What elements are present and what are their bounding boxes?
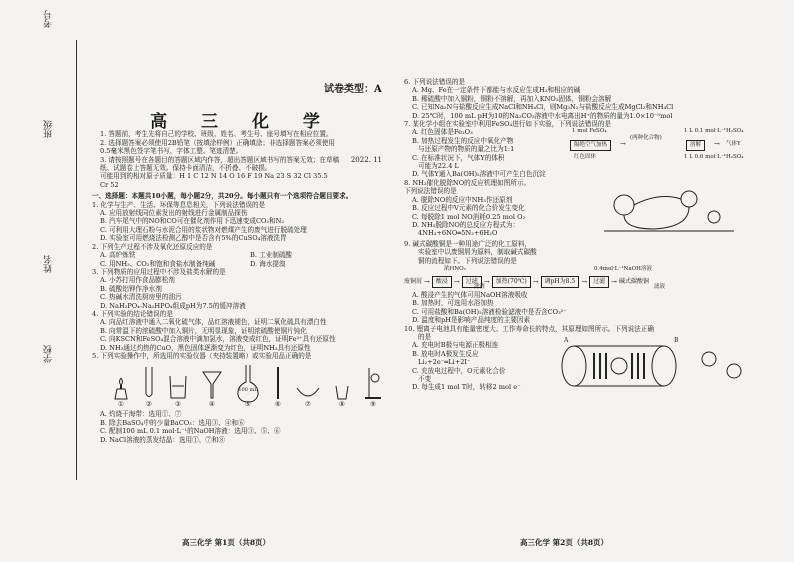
instruction-line: 纸、试题卷上答题无效。保持卡面清洁，不折叠、不破损。 xyxy=(100,164,272,173)
binding-field-class: 班级 xyxy=(44,120,54,138)
option: A. 小苏打用作食品膨松剂 xyxy=(100,276,175,285)
electrode-label: B xyxy=(674,337,679,345)
question-stem: 9. 碱式碳酸铜是一种用途广泛的化工原料， xyxy=(404,239,532,248)
product-label: 红色固体 xyxy=(574,154,597,161)
question-stem-continued: 实验室中以废铜屑为原料，制取碱式碳酸 xyxy=(418,248,537,257)
option: B. 除去BaSO₄中的少量BaCO₃：选用③、④和⑥ xyxy=(100,418,245,427)
apparatus-label: ⑤ xyxy=(245,399,251,408)
option: C. 向KSCN和FeSO₄混合溶液中滴加氯水，溶液变成红色，证明Fe²⁺具有还原性 xyxy=(100,335,336,344)
process-box: 溶解 xyxy=(686,140,705,151)
option: B. 硫酸铝钾作净水剂 xyxy=(100,284,162,293)
flow-step: 过滤 xyxy=(462,276,482,288)
crucible-icon xyxy=(334,384,350,408)
option: C. 可用盐酸和Ba(OH)₂溶液检验滤液中是否含CO₃²⁻ xyxy=(412,307,567,316)
question-stem: 4. 下列实验的结论错误的是 xyxy=(92,309,173,318)
footer-right: 高三化学 第2页（共8页） xyxy=(520,538,609,547)
option: B. 放电时A极发生反应 xyxy=(412,349,479,358)
option: C. 可利用大理石粉与水泥合用的浆状物对燃煤产生的废气进行脱硫处理 xyxy=(100,225,307,234)
apparatus-row xyxy=(112,364,392,408)
reagent-label: 1 mol FeSO₄ xyxy=(572,128,607,135)
question-stem: 3. 下列物质的应用过程中不涉及盐类水解的是 xyxy=(92,267,226,276)
option: B. 加热时，可选用水浴加热 xyxy=(412,299,494,308)
q7-diagram: 1 mol FeSO₄ 1 L 0.1 mol·L⁻¹H₂SO₄ 隔绝空气加热 → (两种化合物) 溶解 → 气体Y 红色固体 1 L 0.6 mol·L⁻¹H₂SO₄ xyxy=(572,128,744,161)
option: D. 海水提溴 xyxy=(250,259,286,268)
option: A. Mg、Fe在一定条件下都能与水反应生成H₂和相应的碱 xyxy=(412,86,581,95)
binding-field-school: 学校 xyxy=(44,345,54,363)
question-stem: 10. 锂离子电池具有能量密度大、工作寿命长的特点，其原理如图所示。下列说法正确 xyxy=(404,324,654,333)
waste-label: 滤液 xyxy=(654,283,666,290)
option-continued: 可能为22.4 L xyxy=(418,162,459,171)
question-stem: 下列说法错误的是 xyxy=(404,187,457,196)
page-title: 高 三 化 学 xyxy=(150,112,334,132)
question-stem-continued: 的是 xyxy=(418,332,432,341)
option: A. 灼烧干海带：选用①、⑦ xyxy=(100,410,182,419)
instruction-line: 可能用到的相对原子质量：H 1 C 12 N 14 O 16 F 19 Na 23 S 32 Cl 35.5 xyxy=(100,172,328,181)
flow-start: 废铜屑 xyxy=(404,277,423,285)
option: B. 工业制硫酸 xyxy=(250,251,293,260)
alcohol-lamp-icon xyxy=(112,374,130,408)
battery-diagram xyxy=(544,337,764,391)
option: A. 红色固体是Fe₂O₃ xyxy=(412,128,473,137)
instruction-line: 2. 选择题答案必须使用2B铅笔（按填涂样例）正确填涂；非选择题答案必须使用 xyxy=(100,138,336,147)
question-stem: 6. 下列说法错误的是 xyxy=(404,78,466,86)
option: A. 充电时B极与电源正极相连 xyxy=(412,341,499,350)
binding-line xyxy=(76,40,77,480)
option: C. 配制100 mL 0.1 mol·L⁻¹的NaOH溶液：选用③、⑤、⑥ xyxy=(100,427,281,436)
flow-step: 调pH为8.5 xyxy=(541,276,580,288)
option: B. 稀硫酸中加入铜粉，铜粉不溶解，再加入KNO₃固体，铜粉会溶解 xyxy=(412,94,612,103)
binding-field-number: 考号 xyxy=(44,10,54,28)
option-continued: 4NH₃+6NO═5N₂+6H₂O xyxy=(418,229,498,238)
apparatus-label: ② xyxy=(146,399,152,408)
apparatus-label: ⑦ xyxy=(305,399,311,408)
option-continued: 与还原产物的物质的量之比为1:1 xyxy=(418,145,515,154)
option-continued: 不变 xyxy=(418,374,432,383)
option: C. 每脱除1 mol NO消耗0.25 mol O₂ xyxy=(412,212,526,221)
waste-label: 滤渣 xyxy=(474,283,486,290)
flow-step: 加热(70℃) xyxy=(492,276,531,288)
volumetric-flask-icon xyxy=(236,364,260,408)
apparatus-label: ⑥ xyxy=(275,399,281,408)
option: C. 热碱水清洗厨房里的油污 xyxy=(100,293,182,302)
footer-left: 高三化学 第1页（共8页） xyxy=(182,538,271,547)
option: D. NaCl溶液的蒸发结晶：选用①、⑦和⑧ xyxy=(100,435,226,444)
section-heading: 一、选择题：本题共10小题，每小题2分，共20分。每小题只有一个选项符合题目要求。 xyxy=(92,192,353,201)
right-page xyxy=(404,78,776,392)
test-tube-icon xyxy=(144,366,154,408)
reagent-label: 1 L 0.1 mol·L⁻¹H₂SO₄ xyxy=(684,128,744,135)
process-box: 隔绝空气加热 xyxy=(570,140,611,151)
apparatus-label: ⑨ xyxy=(370,399,376,408)
instruction-line: 3. 请按照题号在各题目的答题区域内作答，超出答题区域书写的答案无效；在草稿 xyxy=(100,155,340,164)
option: A. 酸浸产生的气体可用NaOH溶液吸收 xyxy=(412,290,528,299)
reagent-label: 1 L 0.6 mol·L⁻¹H₂SO₄ xyxy=(684,154,744,161)
instructions xyxy=(92,130,392,189)
question-stem: 7. 某化学小组在实验室中利用FeSO₄进行如下实验，下列说法错误的是 xyxy=(404,120,612,129)
option: A. 高炉炼铁 xyxy=(100,251,136,260)
binding-fields xyxy=(40,10,60,500)
paper-type: 试卷类型：A xyxy=(324,84,382,95)
flow-step: 过滤 xyxy=(589,276,609,288)
option: B. 向常温下的浓硫酸中加入铜片，无明显现象，证明浓硫酸使铜片钝化 xyxy=(100,326,307,335)
question-stem: 1. 化学与生产、生活、环保等息息相关，下列说法错误的是 xyxy=(92,200,266,209)
option: B. 汽车尾气中的NO和CO可在催化剂作用下迅速变成CO₂和N₂ xyxy=(100,217,285,226)
option: D. 温度和pH是影响产品纯度的主要因素 xyxy=(412,316,531,325)
electrode-label: A xyxy=(564,337,569,345)
funnel-icon xyxy=(202,370,222,408)
option: C. 充放电过程中，O元素化合价 xyxy=(412,366,506,375)
left-page xyxy=(92,78,392,444)
apparatus-label: ③ xyxy=(175,399,181,408)
option-continued: Li₂+2e⁻═Li+2I⁻ xyxy=(418,358,471,367)
question-stem-continued: 铜的流程如下。下列说法错误的是 xyxy=(418,256,517,265)
glass-rod-icon xyxy=(274,366,282,408)
option: C. 已知Na₂N与盐酸反应生成NaCl和NH₄Cl，则Mg₃N₂与盐酸反应生成MgCl₂和NH₄Cl xyxy=(412,103,674,112)
flask-volume-label: 100 mL xyxy=(238,386,258,393)
reagent-label: 浓HNO₃ xyxy=(444,265,466,272)
option: B. 反应过程中V元素的化合价发生变化 xyxy=(412,204,525,213)
option: B. 加热过程发生的反应中氧化产物 xyxy=(412,136,514,145)
option: C. 用NH₃、CO₂和饱和食盐水制备纯碱 xyxy=(100,259,216,268)
flow-end: 碱式碳酸铜 xyxy=(618,277,649,285)
product-label: 气体Y xyxy=(726,141,741,148)
option: D. NH₃脱除NO的总反应方程式为： xyxy=(412,220,520,229)
retort-stand-icon xyxy=(364,366,382,408)
option: D. 25℃时，100 mL pH为10的Na₂CO₃溶液中水电离出H⁺的物质的量为1.0×10⁻⁵mol xyxy=(412,111,673,120)
mechanism-diagram xyxy=(594,187,744,239)
instruction-line: Cr 52 xyxy=(100,180,119,189)
q9-flowchart: 浓HNO₃ 0.4mol·L⁻¹NaOH溶液 废铜屑 → 酸浸 → 过滤 → 加热(70℃) → 调pH为8.5 → 过滤 → 碱式碳酸铜 滤渣 滤液 xyxy=(404,265,666,290)
exam-date: 2022. 11 xyxy=(350,156,382,164)
flow-step: 酸浸 xyxy=(432,276,452,288)
reagent-label: 0.4mol·L⁻¹NaOH溶液 xyxy=(594,265,652,272)
binding-field-name: 姓名 xyxy=(44,255,54,273)
instruction-line: 0.5毫米黑色签字笔书写，字体工整、笔迹清楚。 xyxy=(100,147,243,156)
option: A. 脱除NO的反应中NH₃作还原剂 xyxy=(412,195,513,204)
intermediate-label: (两种化合物) xyxy=(630,135,662,142)
option: A. 向品红溶液中通入二氧化硫气体，品红溶液褪色，证明二氧化硫具有漂白性 xyxy=(100,318,327,327)
apparatus-label: ④ xyxy=(209,399,215,408)
option: C. 在标准状况下，气体Y的体积 xyxy=(412,153,505,162)
instruction-line: 1. 答题前，考生先将自己的学校、班级、姓名、考生号、座号填写在相应位置。 xyxy=(100,130,333,139)
option: D. 气体Y通入Ba(OH)₂溶液中可产生白色沉淀 xyxy=(412,170,546,179)
question-stem: 8. NH₃催化脱除NO的反应机理如图所示。 xyxy=(404,178,531,187)
question-stem: 2. 下列生产过程不涉及氧化还原反应的是 xyxy=(92,242,213,251)
option: D. 实验室可用燃烧法检测乙醇中是否含有5%的CuSO₄溶液洗胃 xyxy=(100,234,287,243)
evaporating-dish-icon xyxy=(296,386,320,408)
apparatus-label: ① xyxy=(118,399,124,408)
option: D. 每生成1 mol T时，转移2 mol e⁻ xyxy=(412,383,521,392)
beaker-icon xyxy=(168,374,188,408)
apparatus-label: ⑧ xyxy=(339,399,345,408)
option: D. NH₃通过灼热的CuO，黑色固体逐渐变为红色，证明NH₃具有还原性 xyxy=(100,343,311,352)
option: D. NaH₂PO₄-Na₂HPO₄组成pH为7.5的缓冲溶液 xyxy=(100,301,246,310)
option: A. 应用放射线同位素发出的射线进行金属制品探伤 xyxy=(100,209,248,218)
question-stem: 5. 下列实验操作中，所选用的实验仪器（夹持装置略）或实验用品正确的是 xyxy=(92,351,312,360)
